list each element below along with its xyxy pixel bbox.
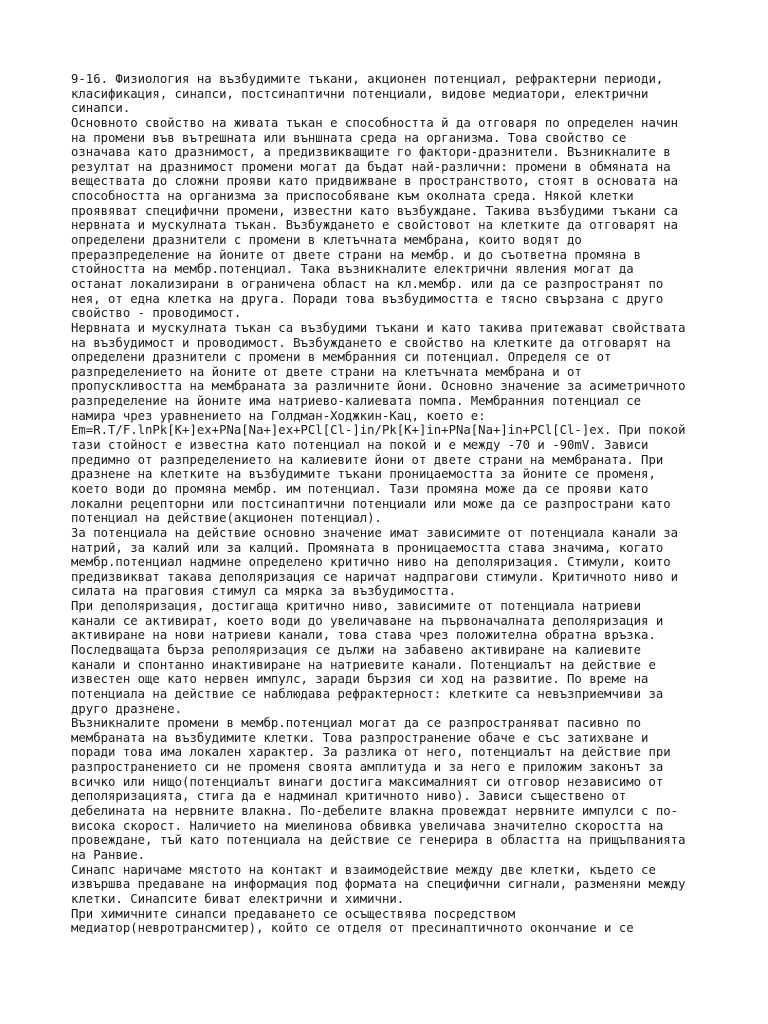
text-line: силата на праговия стимул са мярка за възбудимостта. [71,584,456,599]
text-line: локални рецепторни или постсинаптични потенциали или може да се разпространи като [71,496,671,511]
text-line: натрий, за калий или за калций. Промяната в проницаемостта става значима, когато [71,540,664,555]
text-line: дразнене на клетките на възбудимите тъкани проницаемостта за йоните се променя, [71,467,656,482]
text-line: определени дразнители с промени в клетъчната мембрана, които водят до [71,233,582,248]
text-line: потенциала на действие се наблюдава рефрактерност: клетките са невъзприемчиви за [71,686,664,701]
text-line: намира чрез уравнението на Голдман-Ходжкин-Кац, което е: [71,408,486,423]
text-line: висока скорост. Наличието на миелинова обвивка увеличава значително скоростта на [71,818,664,833]
text-line: на възбудимост и проводимост. Възбуждането е свойство на клетките да отговарят на [71,335,671,350]
text-line: клетки. Синапсите биват електрични и химични. [71,891,405,906]
text-line: проявяват специфични промени, известни като възбуждане. Такива възбудими тъкани са [71,203,679,218]
text-line: означава като дразнимост, а предизвикващите го фактори-дразнители. Възникналите в [71,145,671,160]
text-line: 9-16. Физиология на възбудимите тъкани, акционен потенциал, рефрактерни периоди, [71,72,664,86]
text-line: деполяризацията, стига да е надминал критичното ниво). Зависи съществено от [71,789,627,804]
text-line: Последващата бърза реполяризация се дължи на забавено активиране на калиевите [71,642,642,657]
text-line: При деполяризация, достигаща критично ниво, зависимите от потенциала натриеви [71,599,642,614]
text-line: канали се активират, което води до увеличаване на първоначалната деполяризация и [71,613,664,628]
text-line: канали и спонтанно инактивиране на натриевите канали. Потенциалът на действие е [71,657,656,672]
text-line: При химичните синапси предаването се осъществява посредством [71,906,516,921]
text-line: потенциал на действие(акционен потенциал). [71,511,382,526]
text-line: За потенциала на действие основно значение имат зависимите от потенциала канали за [71,525,679,540]
text-line: активиране на нови натриеви канали, това става чрез положителна обратна връзка. [71,628,656,643]
text-line: поради това има локален характер. За разлика от него, потенциалът на действие при [71,745,671,760]
text-line: нея, от една клетка на друга. Поради това възбудимостта е тясно свързана с друго [71,291,664,306]
text-line: разпределение на йоните има натриево-калиевата помпа. Мембранния потенциал се [71,394,642,409]
text-line: Em=R.T/F.lnPk[K+]ex+PNa[Na+]ex+PCl[Cl-]in/Pk[K+]in+PNa[Na+]in+PCl[Cl-]ex. При покой [71,423,686,438]
text-line: провеждане, тъй като потенциала на действие се генерира в областта на прищъпванията [71,833,686,848]
text-line: разпространението си не променя своята амплитуда и за него е приложим законът за [71,760,664,775]
text-line: Основното свойство на живата тъкан е способността й да отговаря по определен начин [71,115,679,130]
text-line: свойство - проводимост. [71,306,242,321]
text-line: Синапс наричаме мястото на контакт и взаимодействие между две клетки, където се [71,862,656,877]
text-line: друго дразнене. [71,701,183,716]
text-line: класификация, синапси, постсинаптични потенциали, видове медиатори, електрични [71,86,649,101]
text-line: на Ранвие. [71,847,146,862]
document-page [71,72,711,936]
text-line: Нервната и мускулната тъкан са възбудими тъкани и като такива притежават свойствата [71,320,686,335]
text-line: определени дразнители с промени в мембранния си потенциал. Определя се от [71,350,612,365]
text-line: на промени във вътрешната или външната среда на организма. Това свойство се [71,130,627,145]
text-line: резултат на дразнимост промени могат да бъдат най-различни: промени в обмяната на [71,159,671,174]
text-line: разпределението на йоните от двете страни на клетъчната мембрана и от [71,364,582,379]
text-line: синапси. [71,101,131,116]
text-line: дебелината на нервните влакна. По-дебелите влакна провеждат нервните импулси с по- [71,804,679,819]
text-line: известен още като нервен импулс, заради бързия си ход на развитие. По време на [71,672,649,687]
text-line: мембр.потенциал надмине определено критично ниво на деполяризация. Стимули, които [71,555,671,570]
text-line: Възникналите промени в мембр.потенциал могат да се разпространяват пасивно по [71,716,642,731]
text-line: предизвикват такава деполяризация се наричат надпрагови стимули. Критичното ниво и [71,569,679,584]
text-line: останат локализирани в ограничена област на кл.мембр. или да се разпространят по [71,276,664,291]
text-line: всичко или нищо(потенциалът винаги достига максималният си отговор независимо от [71,774,664,789]
text-line: мембраната на възбудимите клетки. Това разпространение обаче е със затихване и [71,730,649,745]
text-line: пропускливостта на мембраната за различните йони. Основно значение за асиметричното [71,379,686,394]
text-line: медиатор(невротрансмитер), който се отделя от пресинаптичното окончание и се [71,921,634,936]
text-line: предимно от разпределението на калиевите йони от двете страни на мембраната. При [71,452,664,467]
text-line: способността на организма за приспособяване към околната среда. Някой клетки [71,189,634,204]
text-line: което води до промяна мембр. им потенциал. Тази промяна може да се прояви като [71,481,649,496]
text-line: тази стойност е известна като потенциал на покой и е между -70 и -90mV. Зависи [71,438,649,453]
text-line: извършва предаване на информация под формата на специфични сигнали, разменяни между [71,877,686,892]
text-line: веществата до сложни прояви като придвижване в пространството, стоят в основата на [71,174,679,189]
text-line: нервната и мускулната тъкан. Възбуждането е свойстовот на клетките да отговарят на [71,218,679,233]
text-line: преразпределение на йоните от двете страни на мембр. и до съответна промяна в [71,247,642,262]
text-line: стойността на мембр.потенциал. Така възникналите електрични явления могат да [71,262,634,277]
